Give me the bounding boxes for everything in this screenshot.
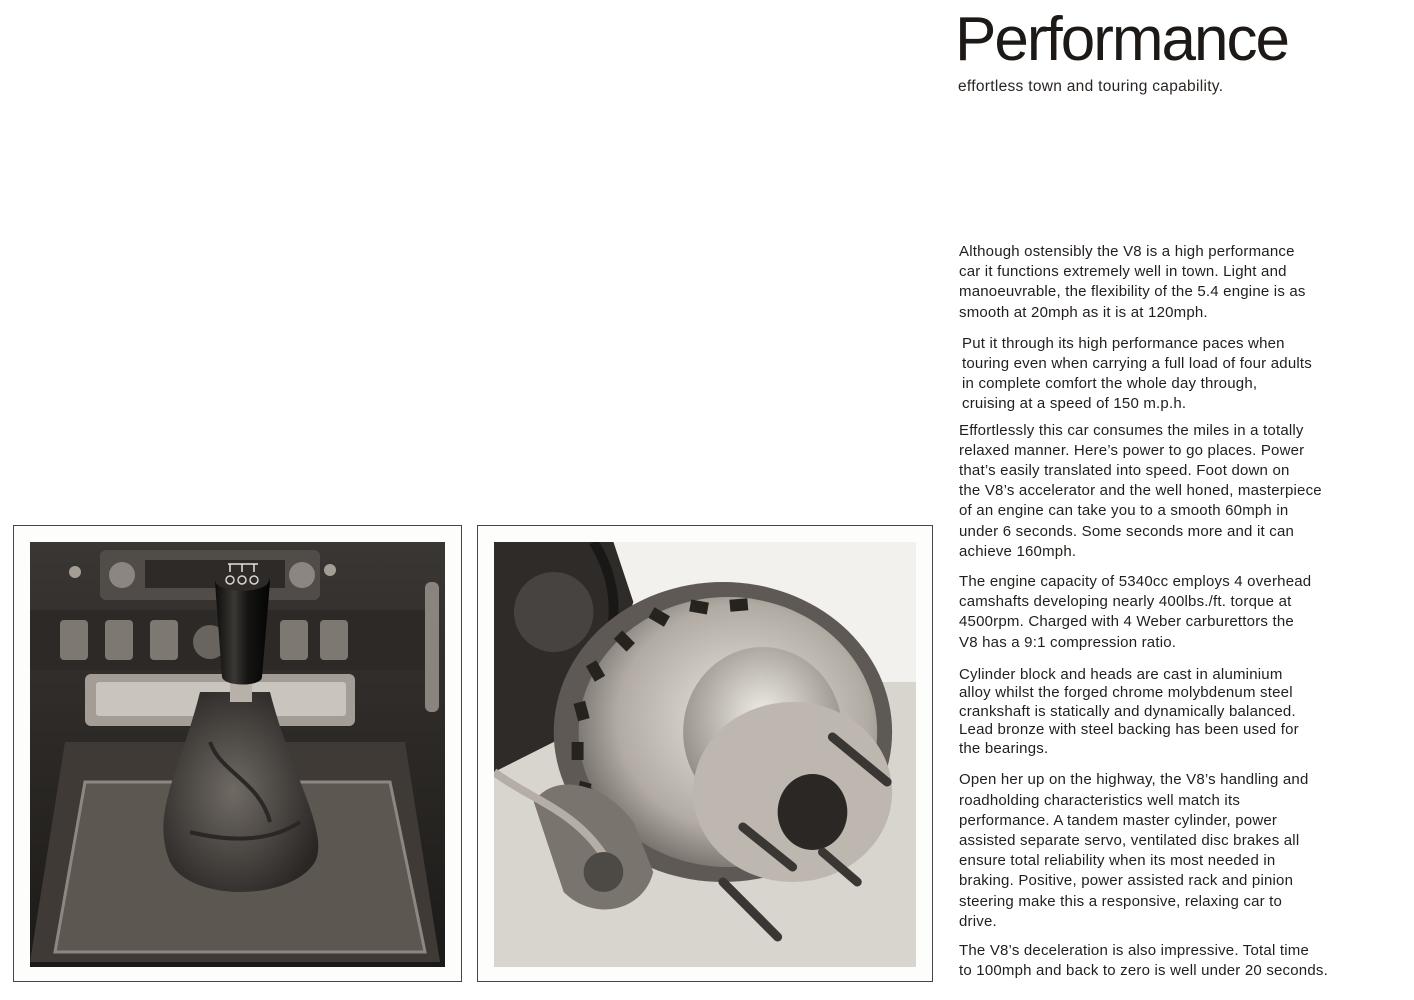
body-text-column xyxy=(959,242,1389,981)
paragraph-acceleration: Effortlessly this car consumes the miles in a totally relaxed manner. Here’s power to go places. Power that’s easily translated into speed. Foot down on the V8’s accelerator and the well honed, masterpiece of an engine can take you to a smooth 60mph in under 6 seconds. Some seconds more and it can achieve 160mph. xyxy=(959,421,1322,560)
page-title: Performance xyxy=(955,5,1288,74)
paragraph-handling: Open her up on the highway, the V8’s handling and roadholding characteristics well match its performance. A tandem master cylinder, power assisted separate servo, ventilated disc brakes all ensure total reliability when its most needed in braking. Positive, power assisted rack and pinion steering make this a responsive, relaxing car to drive. xyxy=(959,771,1309,930)
disc-brake-illustration xyxy=(494,542,916,967)
disc-brake-photo xyxy=(494,542,916,967)
gear-lever-illustration xyxy=(30,542,445,967)
gear-lever-photo xyxy=(30,542,445,967)
paragraph-cylinder-block: Cylinder block and heads are cast in aluminium alloy whilst the forged chrome molybdenum steel crankshaft is statically and dynamically balanced. Lead bronze with steel backing has been used for the bearings. xyxy=(959,665,1299,757)
gear-lever-photo-frame xyxy=(13,525,462,982)
paragraph-town: Although ostensibly the V8 is a high performance car it functions extremely well in town. Light and manoeuvrable, the flexibility of the 5.4 engine is as smooth at 20mph as it is at 120mph. xyxy=(959,243,1306,321)
page-subtitle: effortless town and touring capability. xyxy=(958,78,1224,95)
paragraph-deceleration: The V8’s deceleration is also impressive. Total time to 100mph and back to zero is well under 20 seconds. xyxy=(959,941,1328,980)
paragraph-engine-capacity: The engine capacity of 5340cc employs 4 overhead camshafts developing nearly 400lbs./ft. torque at 4500rpm. Charged with 4 Weber carburettors the V8 has a 9:1 compression ratio. xyxy=(959,573,1312,651)
disc-brake-photo-frame xyxy=(477,525,933,982)
paragraph-touring: Put it through its high performance paces when touring even when carrying a full load of four adults in complete comfort the whole day through, cruising at a speed of 150 m.p.h. xyxy=(962,334,1312,413)
